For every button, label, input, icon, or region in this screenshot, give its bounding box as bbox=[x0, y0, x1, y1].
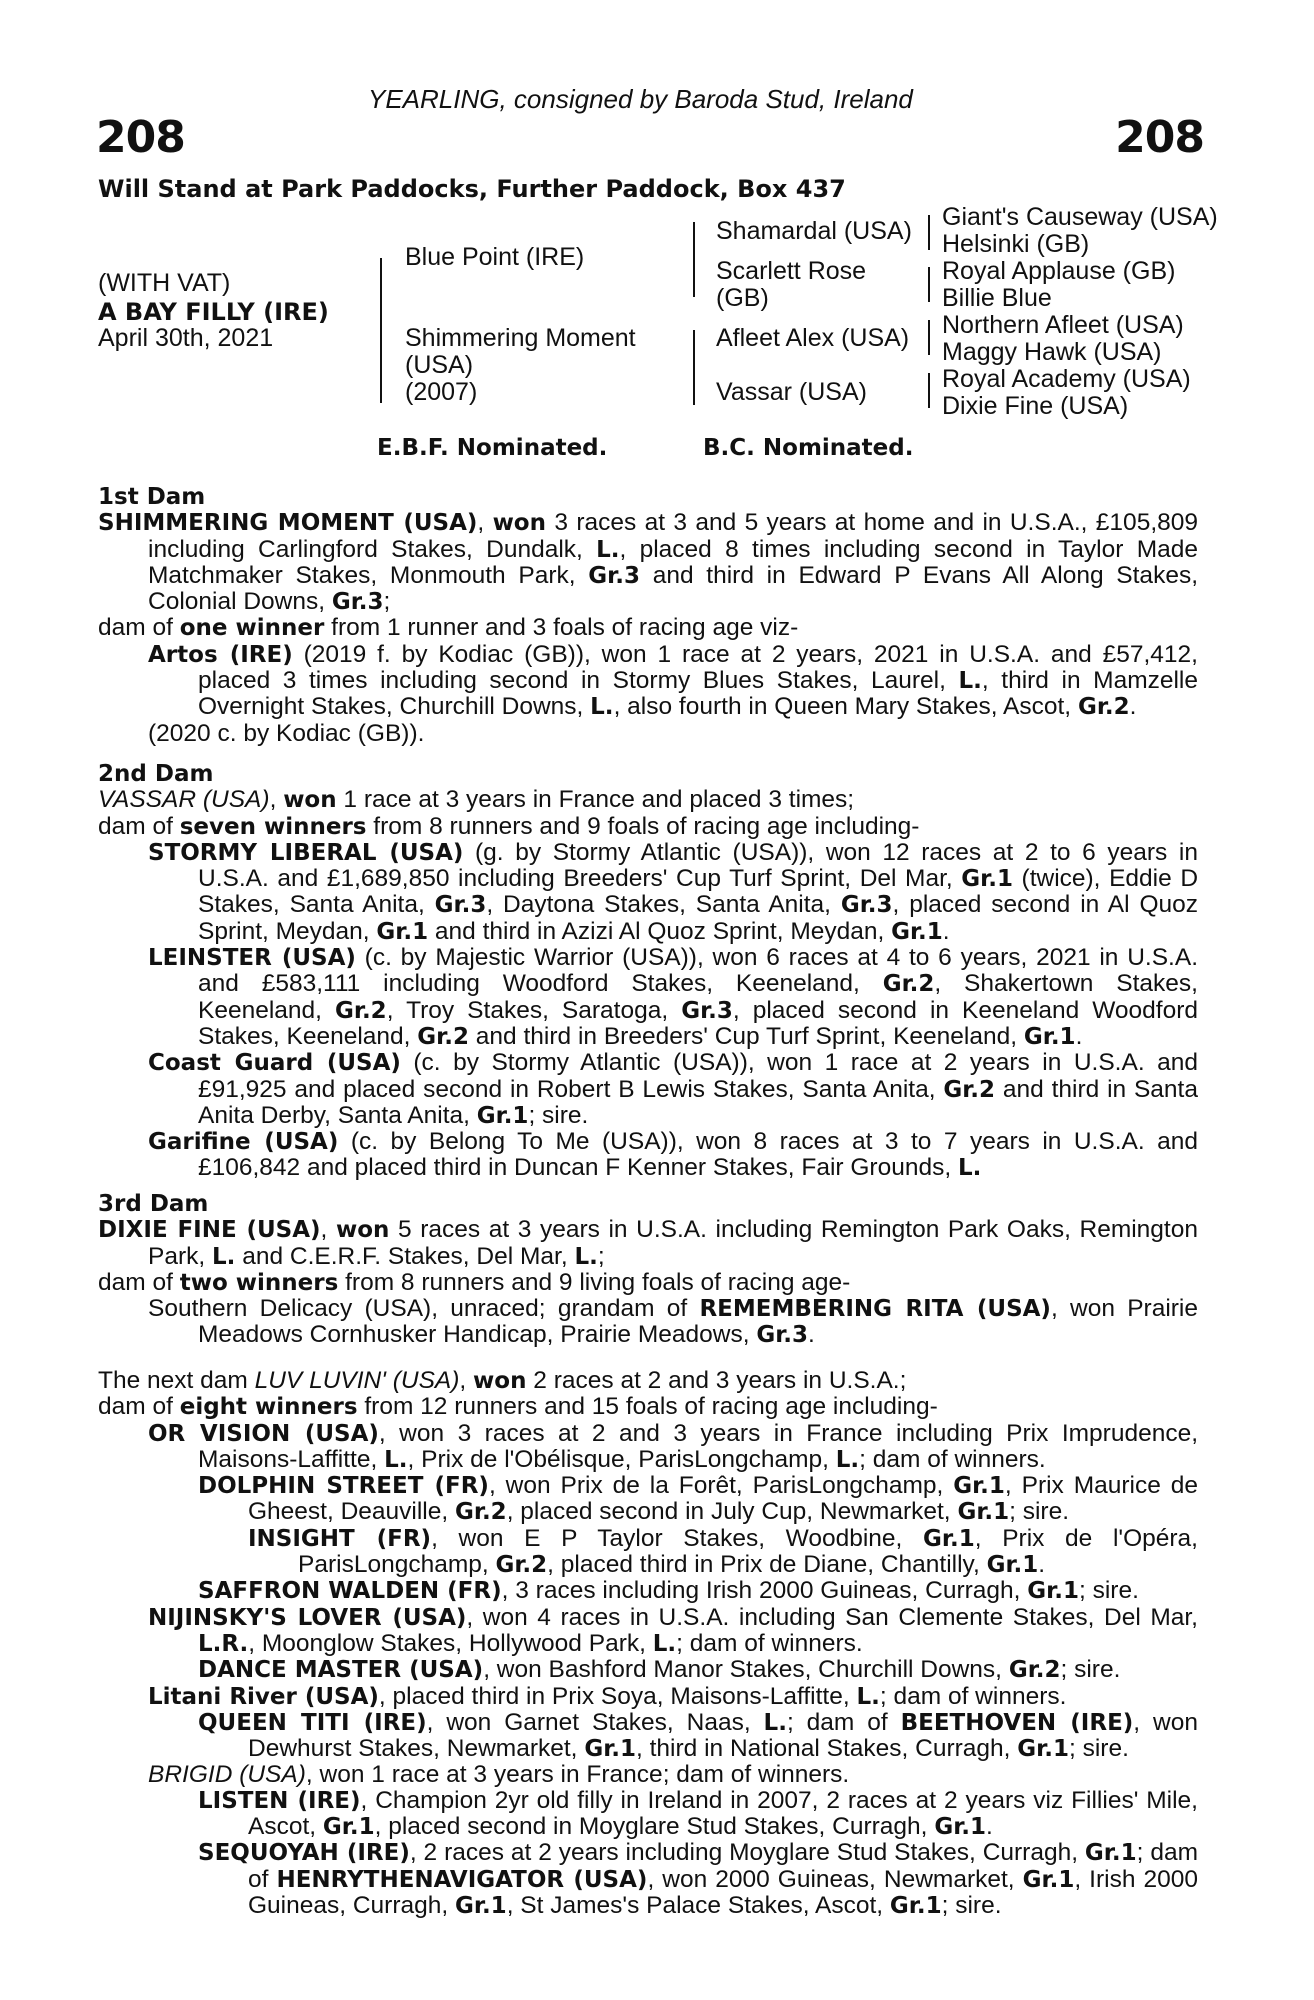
bc-nominated: B.C. Nominated. bbox=[703, 435, 914, 461]
second-dam-section bbox=[98, 762, 1198, 1182]
pedigree-brace-dd bbox=[928, 373, 930, 408]
pedigree-dam-line1: Shimmering Moment bbox=[405, 324, 636, 352]
produce-entry: SEQUOYAH (IRE), 2 races at 2 years including Moyglare Stud Stakes, Curragh, Gr.1; dam of HENRYTHENAVIGATOR (USA), won 2000 Guineas, Newmarket, Gr.1, Irish 2000 Guineas, Curragh, Gr.1, St James's Palace Stakes, Ascot, Gr.1; sire. bbox=[198, 1839, 1198, 1919]
pedigree-sss: Giant's Causeway (USA) bbox=[942, 203, 1218, 231]
lot-number-right: 208 bbox=[1115, 112, 1204, 163]
produce-entry: Artos (IRE) (2019 f. by Kodiac (GB)), won 1 race at 2 years, 2021 in U.S.A. and £57,412, placed 3 times including second in Stormy Blues Stakes, Laurel, L., third in Mamzelle Overnight Stakes, Churchill Downs, L., also fourth in Queen Mary Stakes, Ascot, Gr.2. bbox=[148, 640, 1198, 721]
consignment-line: YEARLING, consigned by Baroda Stud, Ireland bbox=[368, 84, 913, 114]
dam-record: DIXIE FINE (USA), won 5 races at 3 years in U.S.A. including Remington Park Oaks, Remington Park, L. and C.E.R.F. Stakes, Del Mar, L.; bbox=[98, 1216, 1198, 1270]
produce-entry: BRIGID (USA), won 1 race at 3 years in France; dam of winners. bbox=[148, 1761, 850, 1789]
produce-summary: dam of two winners from 8 runners and 9 living foals of racing age- bbox=[98, 1268, 851, 1296]
pedigree-sire: Blue Point (IRE) bbox=[405, 243, 585, 271]
pedigree-brace-sire bbox=[693, 222, 695, 297]
section-heading: 1st Dam bbox=[98, 484, 206, 510]
produce-entry: (2020 c. by Kodiac (GB)). bbox=[148, 719, 425, 747]
pedigree-dss: Northern Afleet (USA) bbox=[942, 311, 1184, 339]
pedigree-dam-line2: (USA) bbox=[405, 351, 474, 379]
dam-record: VASSAR (USA), won 1 race at 3 years in France and placed 3 times; bbox=[98, 786, 855, 814]
lot-number-left: 208 bbox=[96, 112, 185, 163]
pedigree-brace-sd bbox=[928, 267, 930, 302]
produce-entry: DANCE MASTER (USA), won Bashford Manor Stakes, Churchill Downs, Gr.2; sire. bbox=[198, 1656, 1121, 1684]
pedigree-sdd: Billie Blue bbox=[942, 284, 1052, 312]
first-dam-section bbox=[98, 485, 1198, 746]
third-dam-section bbox=[98, 1192, 1198, 1349]
pedigree-brace-ds bbox=[928, 320, 930, 355]
section-heading: 3rd Dam bbox=[98, 1191, 209, 1217]
produce-entry: LEINSTER (USA) (c. by Majestic Warrior (USA)), won 6 races at 4 to 6 years, 2021 in U.S.A. and £583,111 including Woodford Stakes, Keeneland, Gr.2, Shakertown Stakes, Keeneland, Gr.2, Troy Stakes, Saratoga, Gr.3, placed second in Keeneland Woodford Stakes, Keeneland, Gr.2 and third in Breeders' Cup Turf Sprint, Keeneland, Gr.1. bbox=[148, 944, 1199, 1050]
produce-entry: Coast Guard (USA) (c. by Stormy Atlantic (USA)), won 1 race at 2 years in U.S.A. and £91,925 and placed second in Robert B Lewis Stakes, Santa Anita, Gr.2 and third in Santa Anita Derby, Santa Anita, Gr.1; sire. bbox=[148, 1049, 1198, 1129]
produce-entry: INSIGHT (FR), won E P Taylor Stakes, Woodbine, Gr.1, Prix de l'Opéra, ParisLongchamp, Gr.2, placed third in Prix de Diane, Chantilly, Gr.1. bbox=[248, 1524, 1198, 1579]
produce-entry: Southern Delicacy (USA), unraced; grandam of REMEMBERING RITA (USA), won Prairie Meadows Cornhusker Handicap, Prairie Meadows, Gr.3. bbox=[148, 1295, 1198, 1349]
pedigree-sire-sire: Shamardal (USA) bbox=[716, 217, 912, 245]
horse-name: A BAY FILLY (IRE) bbox=[98, 298, 329, 326]
section-heading: 2nd Dam bbox=[98, 761, 214, 787]
vat-note: (WITH VAT) bbox=[98, 269, 231, 297]
pedigree-dds: Royal Academy (USA) bbox=[942, 365, 1191, 393]
produce-summary: dam of one winner from 1 runner and 3 foals of racing age viz- bbox=[98, 614, 799, 642]
ebf-nominated: E.B.F. Nominated. bbox=[377, 435, 608, 461]
pedigree-sire-dam-line1: Scarlett Rose bbox=[716, 257, 867, 285]
dam-record: The next dam LUV LUVIN' (USA), won 2 races at 2 and 3 years in U.S.A.; bbox=[98, 1367, 907, 1394]
produce-entry: SAFFRON WALDEN (FR), 3 races including Irish 2000 Guineas, Curragh, Gr.1; sire. bbox=[198, 1577, 1139, 1605]
pedigree-dam-line3: (2007) bbox=[405, 378, 478, 406]
pedigree-ssd: Helsinki (GB) bbox=[942, 230, 1090, 258]
produce-summary: dam of eight winners from 12 runners and 15 foals of racing age including- bbox=[98, 1393, 938, 1421]
produce-entry: LISTEN (IRE), Champion 2yr old filly in Ireland in 2007, 2 races at 2 years viz Fillies' Mile, Ascot, Gr.1, placed second in Moyglare Stud Stakes, Curragh, Gr.1. bbox=[198, 1786, 1198, 1841]
produce-entry: STORMY LIBERAL (USA) (g. by Stormy Atlantic (USA)), won 12 races at 2 to 6 years in U.S.A. and £1,689,850 including Breeders' Cup Turf Sprint, Del Mar, Gr.1 (twice), Eddie D Stakes, Santa Anita, Gr.3, Daytona Stakes, Santa Anita, Gr.3, placed second in Al Quoz Sprint, Meydan, Gr.1 and third in Azizi Al Quoz Sprint, Meydan, Gr.1. bbox=[148, 838, 1199, 945]
produce-entry: Litani River (USA), placed third in Prix Soya, Maisons-Laffitte, L.; dam of winners. bbox=[148, 1682, 1067, 1710]
pedigree-dam-dam: Vassar (USA) bbox=[716, 378, 867, 406]
foaling-date: April 30th, 2021 bbox=[98, 324, 274, 352]
produce-entry: DOLPHIN STREET (FR), won Prix de la Forêt, ParisLongchamp, Gr.1, Prix Maurice de Gheest, Deauville, Gr.2, placed second in July Cup, Newmarket, Gr.1; sire. bbox=[198, 1472, 1199, 1526]
produce-entry: Garifine (USA) (c. by Belong To Me (USA)), won 8 races at 3 to 7 years in U.S.A. and £106,842 and placed third in Duncan F Kenner Stakes, Fair Grounds, L. bbox=[148, 1128, 1198, 1182]
stand-location: Will Stand at Park Paddocks, Further Paddock, Box 437 bbox=[98, 175, 846, 203]
dam-record: SHIMMERING MOMENT (USA), won 3 races at 3 and 5 years at home and in U.S.A., £105,809 including Carlingford Stakes, Dundalk, L., placed 8 times including second in Taylor Made Matchmaker Stakes, Monmouth Park, Gr.3 and third in Edward P Evans All Along Stakes, Colonial Downs, Gr.3; bbox=[98, 509, 1198, 616]
pedigree-brace-gen1 bbox=[380, 258, 382, 403]
produce-entry: NIJINSKY'S LOVER (USA), won 4 races in U.S.A. including San Clemente Stakes, Del Mar, L.R., Moonglow Stakes, Hollywood Park, L.; dam of winners. bbox=[148, 1603, 1198, 1657]
pedigree-sds: Royal Applause (GB) bbox=[942, 257, 1176, 285]
produce-entry: OR VISION (USA), won 3 races at 2 and 3 years in France including Prix Imprudence, Maisons-Laffitte, L., Prix de l'Obélisque, ParisLongchamp, L.; dam of winners. bbox=[148, 1419, 1199, 1473]
pedigree-dsd: Maggy Hawk (USA) bbox=[942, 338, 1162, 366]
produce-summary: dam of seven winners from 8 runners and 9 foals of racing age including- bbox=[98, 812, 920, 840]
pedigree-sire-dam-line2: (GB) bbox=[716, 284, 769, 312]
pedigree-ddd: Dixie Fine (USA) bbox=[942, 392, 1129, 420]
pedigree-dam-sire: Afleet Alex (USA) bbox=[716, 324, 910, 352]
pedigree-brace-dam bbox=[693, 330, 695, 405]
produce-entry: QUEEN TITI (IRE), won Garnet Stakes, Naas, L.; dam of BEETHOVEN (IRE), won Dewhurst Stakes, Newmarket, Gr.1, third in National Stakes, Curragh, Gr.1; sire. bbox=[198, 1708, 1198, 1763]
pedigree-brace-ss bbox=[928, 215, 930, 250]
next-dam-section bbox=[98, 1368, 1198, 1919]
